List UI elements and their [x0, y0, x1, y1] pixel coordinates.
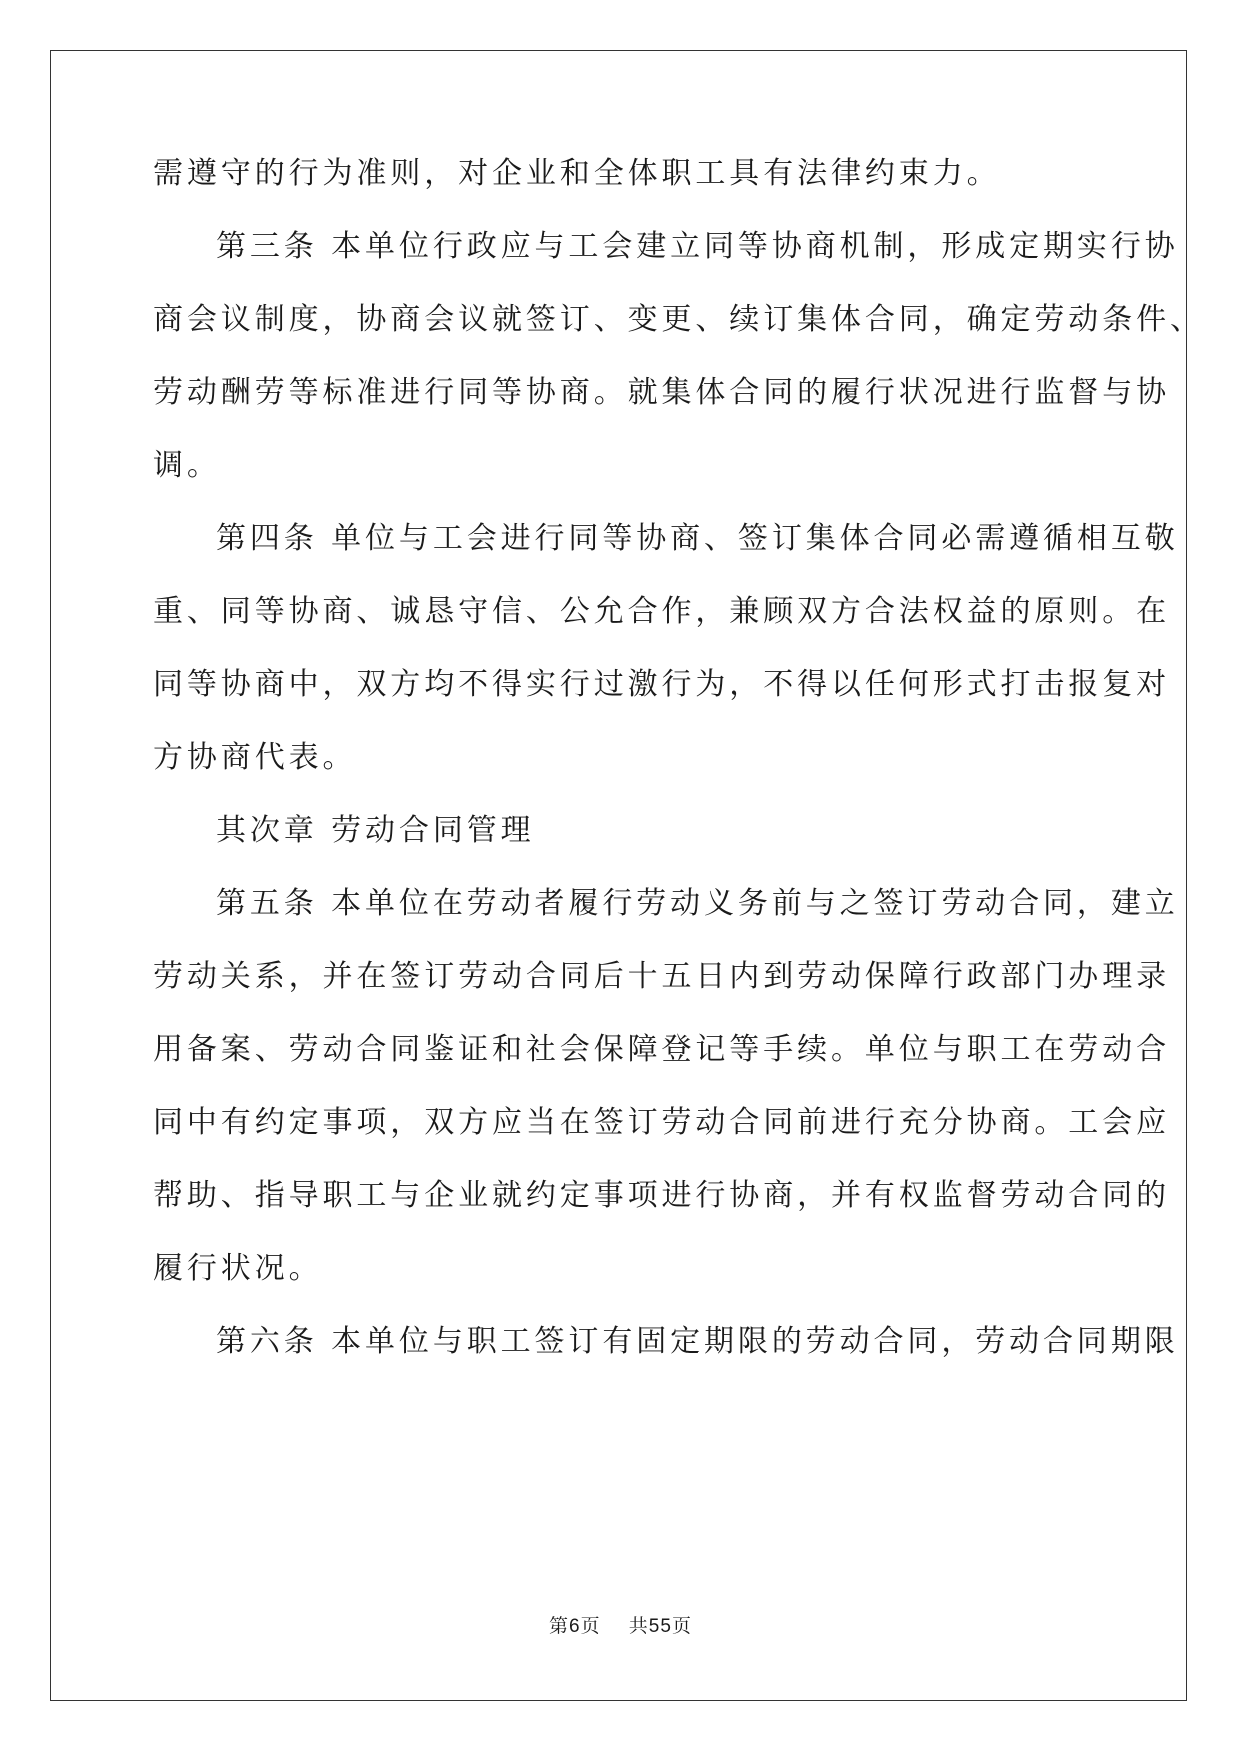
chapter-heading: 其次章 劳动合同管理 [216, 813, 535, 848]
footer-prefix: 第 [549, 1615, 570, 1637]
text-line: 需遵守的行为准则，对企业和全体职工具有法律约束力。 [153, 156, 1001, 191]
text-line: 劳动酬劳等标准进行同等协商。就集体合同的履行状况进行监督与协 [153, 375, 1170, 410]
text-line: 调。 [153, 448, 221, 483]
text-line: 第四条 单位与工会进行同等协商、签订集体合同必需遵循相互敬 [216, 521, 1179, 556]
text-line: 同中有约定事项，双方应当在签订劳动合同前进行充分协商。工会应 [153, 1105, 1170, 1140]
text-line: 第三条 本单位行政应与工会建立同等协商机制，形成定期实行协 [216, 229, 1179, 264]
text-line: 帮助、指导职工与企业就约定事项进行协商，并有权监督劳动合同的 [153, 1178, 1170, 1213]
text-line: 履行状况。 [153, 1251, 323, 1286]
footer-suffix: 页 [671, 1615, 692, 1637]
text-line: 劳动关系，并在签订劳动合同后十五日内到劳动保障行政部门办理录 [153, 959, 1170, 994]
text-line: 同等协商中，双方均不得实行过激行为，不得以任何形式打击报复对 [153, 667, 1170, 702]
text-line: 重、同等协商、诚恳守信、公允合作，兼顾双方合法权益的原则。在 [153, 594, 1170, 629]
page-footer [0, 1611, 1241, 1638]
text-line: 第五条 本单位在劳动者履行劳动义务前与之签订劳动合同，建立 [216, 886, 1179, 921]
text-line: 商会议制度，协商会议就签订、变更、续订集体合同，确定劳动条件、 [153, 302, 1204, 337]
text-line: 方协商代表。 [153, 740, 357, 775]
document-body [153, 156, 1204, 1400]
page-number: 6 [569, 1616, 581, 1637]
text-line: 第六条 本单位与职工签订有固定期限的劳动合同，劳动合同期限 [216, 1324, 1179, 1359]
total-pages: 55 [648, 1616, 672, 1637]
footer-mid: 页 共 [580, 1615, 649, 1637]
text-line: 用备案、劳动合同鉴证和社会保障登记等手续。单位与职工在劳动合 [153, 1032, 1170, 1067]
